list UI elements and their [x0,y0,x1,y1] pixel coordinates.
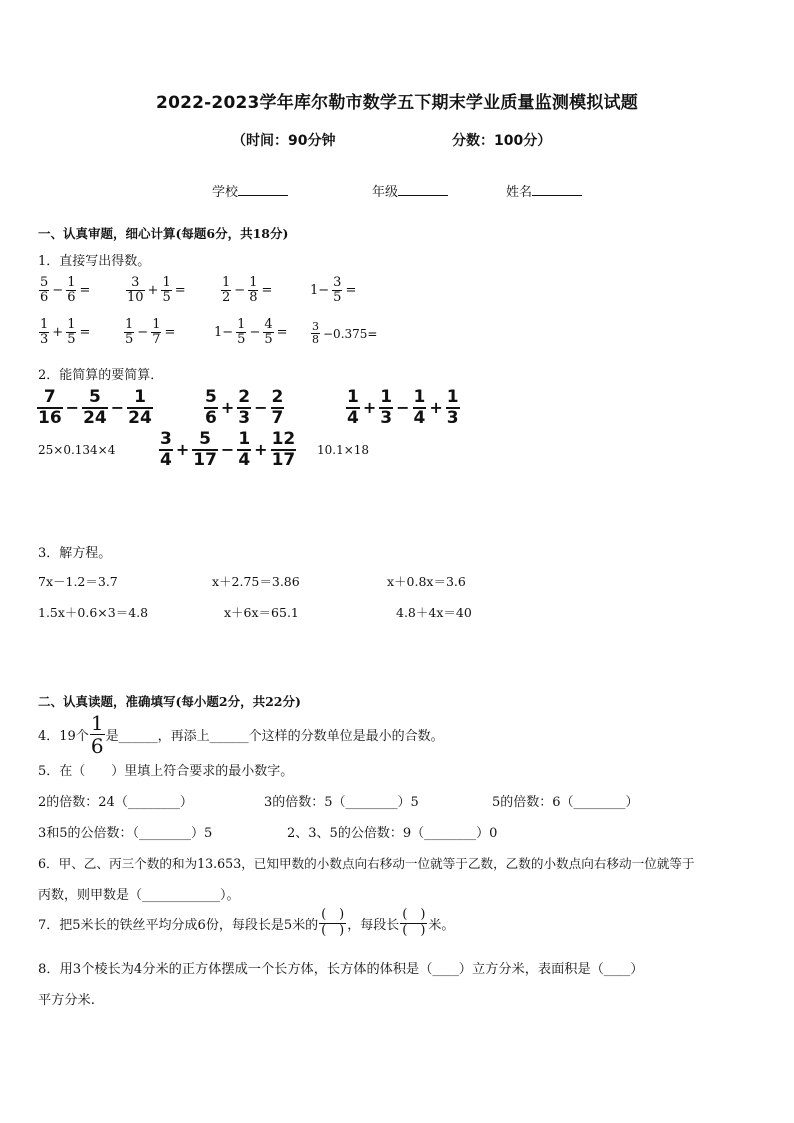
exam-time: （时间：90分钟 [232,133,336,149]
q6-line2: 丙数，则甲数是（____________）。 [38,888,240,903]
q2-expr1: $\frac{7}{16}$ − $\frac{5}{24}$ − $\frac{1}{24}$ [38,387,152,428]
name-blank[interactable] [532,183,582,196]
q2-label: 2．能简算的要简算． [38,368,164,383]
q3-eq5: x＋6x＝65.1 [224,605,299,620]
q2-expr4: 25×0.134×4 [38,443,116,457]
q2-expr5: $\frac{3}{4}$ + $\frac{5}{17}$ − $\frac{1}{4}$ + $\frac{12}{17}$ [160,429,296,470]
q6-line1: 6．甲、乙、丙三个数的和为13.653，已知甲数的小数点向右移动一位就等于乙数，乙数的小数点向右移动一位就等于 [38,856,695,871]
grade-blank[interactable] [398,183,448,196]
school-blank[interactable] [238,183,288,196]
q1-eq2: $\frac{3}{10}$ + $\frac{1}{5}$ = [127,275,186,306]
q2-expr2: $\frac{5}{6}$ + $\frac{2}{3}$ − $\frac{2}{7}$ [205,387,284,428]
page-title: 2022-2023学年库尔勒市数学五下期末学业质量监测模拟试题 [156,93,638,113]
q5-b: 3的倍数：5（________）5 [264,795,419,810]
q4: 4．19个 $\frac{1}{6}$ 是______，再添上______个这样的分数单位是最小的合数。 [38,711,444,758]
name-label: 姓名 [506,185,533,200]
q3-eq6: 4.8＋4x＝40 [396,605,472,620]
q1-eq4: 1− $\frac{3}{5}$ = [310,275,357,306]
name-field[interactable] [506,181,582,200]
q8-line2: 平方分米. [38,993,95,1008]
q1-eq1: $\frac{5}{6}$ − $\frac{1}{6}$ = [40,275,91,306]
section1-heading: 一、认真审题，细心计算(每题6分，共18分) [38,226,289,241]
q5-e: 2、3、5的公倍数：9（________）0 [287,826,498,841]
q3-eq2: x＋2.75＝3.86 [212,574,300,589]
grade-field[interactable] [372,181,448,200]
q5-label: 5．在（ ）里填上符合要求的最小数字。 [38,764,294,779]
school-label: 学校 [212,185,239,200]
grade-label: 年级 [372,185,399,200]
q5-d: 3和5的公倍数：（________）5 [38,826,213,841]
q1-eq3: $\frac{1}{2}$ − $\frac{1}{8}$ = [222,275,273,306]
school-field[interactable] [212,181,288,200]
q5-a: 2的倍数：24（________） [38,795,193,810]
q2-expr3: $\frac{1}{4}$ + $\frac{1}{3}$ − $\frac{1}{4}$ + $\frac{1}{3}$ [347,387,459,428]
q1-eq7: 1− $\frac{1}{5}$ − $\frac{4}{5}$ = [214,317,288,348]
q3-eq4: 1.5x＋0.6×3＝4.8 [38,605,149,620]
q8-line1: 8．用3个棱长为4分米的正方体摆成一个长方体，长方体的体积是（____）立方分米，表面积是（____） [38,962,644,977]
section2-heading: 二、认真读题，准确填写(每小题2分，共22分) [38,694,301,709]
q1-label: 1．直接写出得数。 [38,254,151,269]
q1-eq8: $\frac{3}{8}$ −0.375= [312,320,378,347]
q2-expr6: 10.1×18 [317,443,370,457]
q3-label: 3．解方程。 [38,546,112,561]
q7: 7．把5米长的铁丝平均分成6份，每段长是5米的 $\frac{( )}{( )}$ ，每段长 $\frac{( )}{( )}$ 米。 [38,907,455,938]
exam-score: 分数：100分） [452,133,552,149]
q3-eq1: 7x－1.2＝3.7 [38,574,118,589]
q1-eq5: $\frac{1}{3}$ + $\frac{1}{5}$ = [40,317,91,348]
q3-eq3: x＋0.8x＝3.6 [387,574,466,589]
q1-eq6: $\frac{1}{5}$ − $\frac{1}{7}$ = [125,317,176,348]
q5-c: 5的倍数：6（________） [492,795,639,810]
